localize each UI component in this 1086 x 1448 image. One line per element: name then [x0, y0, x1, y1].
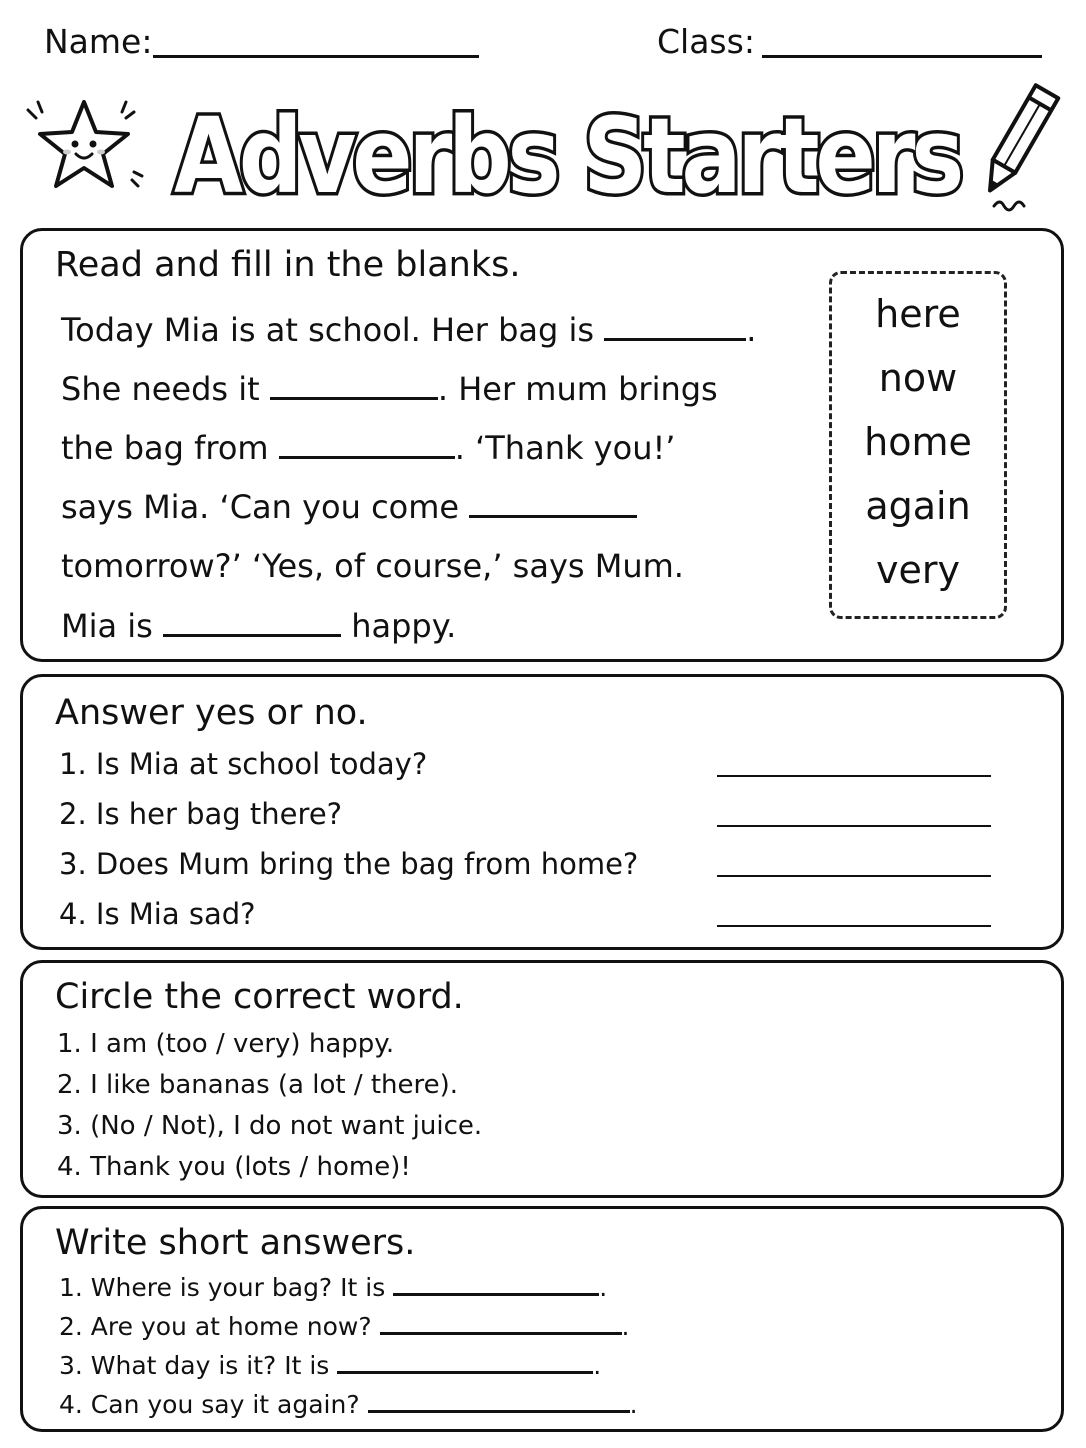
- passage-line: Today Mia is at school. Her bag is .: [61, 311, 757, 349]
- short-answers-section: [20, 1206, 1064, 1432]
- section-heading: Circle the correct word.: [55, 977, 464, 1017]
- passage-line: says Mia. ‘Can you come: [61, 488, 637, 526]
- class-field[interactable]: [762, 55, 1042, 58]
- yes-no-section: [20, 674, 1064, 950]
- blank-field[interactable]: [270, 396, 438, 400]
- answer-field[interactable]: [368, 1409, 630, 1413]
- blank-field[interactable]: [604, 337, 746, 341]
- section-heading: Answer yes or no.: [55, 693, 368, 733]
- name-field[interactable]: [153, 55, 479, 58]
- short-answer-item: 1. Where is your bag? It is .: [59, 1273, 608, 1302]
- passage-line: the bag from . ‘Thank you!’: [61, 429, 676, 467]
- question-item: 4. Is Mia sad?: [59, 897, 256, 931]
- circle-item: 3. (No / Not), I do not want juice.: [57, 1111, 483, 1141]
- title-banner: [0, 76, 1086, 216]
- blank-field[interactable]: [163, 633, 341, 637]
- pencil-icon: [979, 85, 1059, 197]
- short-answer-item: 2. Are you at home now? .: [59, 1312, 630, 1341]
- passage-line: tomorrow?’ ‘Yes, of course,’ says Mum.: [61, 547, 684, 585]
- word-bank-item: very: [876, 548, 960, 592]
- circle-item: 4. Thank you (lots / home)!: [57, 1152, 411, 1182]
- question-item: 1. Is Mia at school today?: [59, 747, 428, 781]
- answer-field[interactable]: [717, 875, 991, 877]
- blank-field[interactable]: [469, 514, 637, 518]
- circle-word-section: [20, 960, 1064, 1198]
- star-icon: [28, 102, 142, 186]
- section-heading: Write short answers.: [55, 1223, 416, 1263]
- name-label: Name:: [44, 22, 153, 61]
- answer-field[interactable]: [717, 925, 991, 927]
- class-label: Class:: [657, 22, 755, 61]
- circle-item: 2. I like bananas (a lot / there).: [57, 1070, 459, 1100]
- answer-field[interactable]: [717, 775, 991, 777]
- word-bank-item: home: [864, 420, 972, 464]
- fill-in-blanks-section: [20, 228, 1064, 662]
- answer-field[interactable]: [337, 1370, 593, 1374]
- passage-line: Mia is happy.: [61, 607, 457, 645]
- circle-item: 1. I am (too / very) happy.: [57, 1029, 395, 1059]
- word-bank-item: now: [878, 356, 958, 400]
- blank-field[interactable]: [279, 455, 455, 459]
- word-bank-item: again: [865, 484, 971, 528]
- question-item: 2. Is her bag there?: [59, 797, 343, 831]
- word-bank-item: here: [875, 292, 961, 336]
- answer-field[interactable]: [380, 1331, 622, 1335]
- word-bank: [829, 271, 1007, 619]
- worksheet-title: Adverbs Starters: [174, 95, 961, 216]
- question-item: 3. Does Mum bring the bag from home?: [59, 847, 639, 881]
- short-answer-item: 3. What day is it? It is .: [59, 1351, 602, 1380]
- answer-field[interactable]: [393, 1292, 599, 1296]
- passage-line: She needs it . Her mum brings: [61, 370, 718, 408]
- short-answer-item: 4. Can you say it again? .: [59, 1390, 638, 1419]
- section-heading: Read and fill in the blanks.: [55, 245, 521, 285]
- answer-field[interactable]: [717, 825, 991, 827]
